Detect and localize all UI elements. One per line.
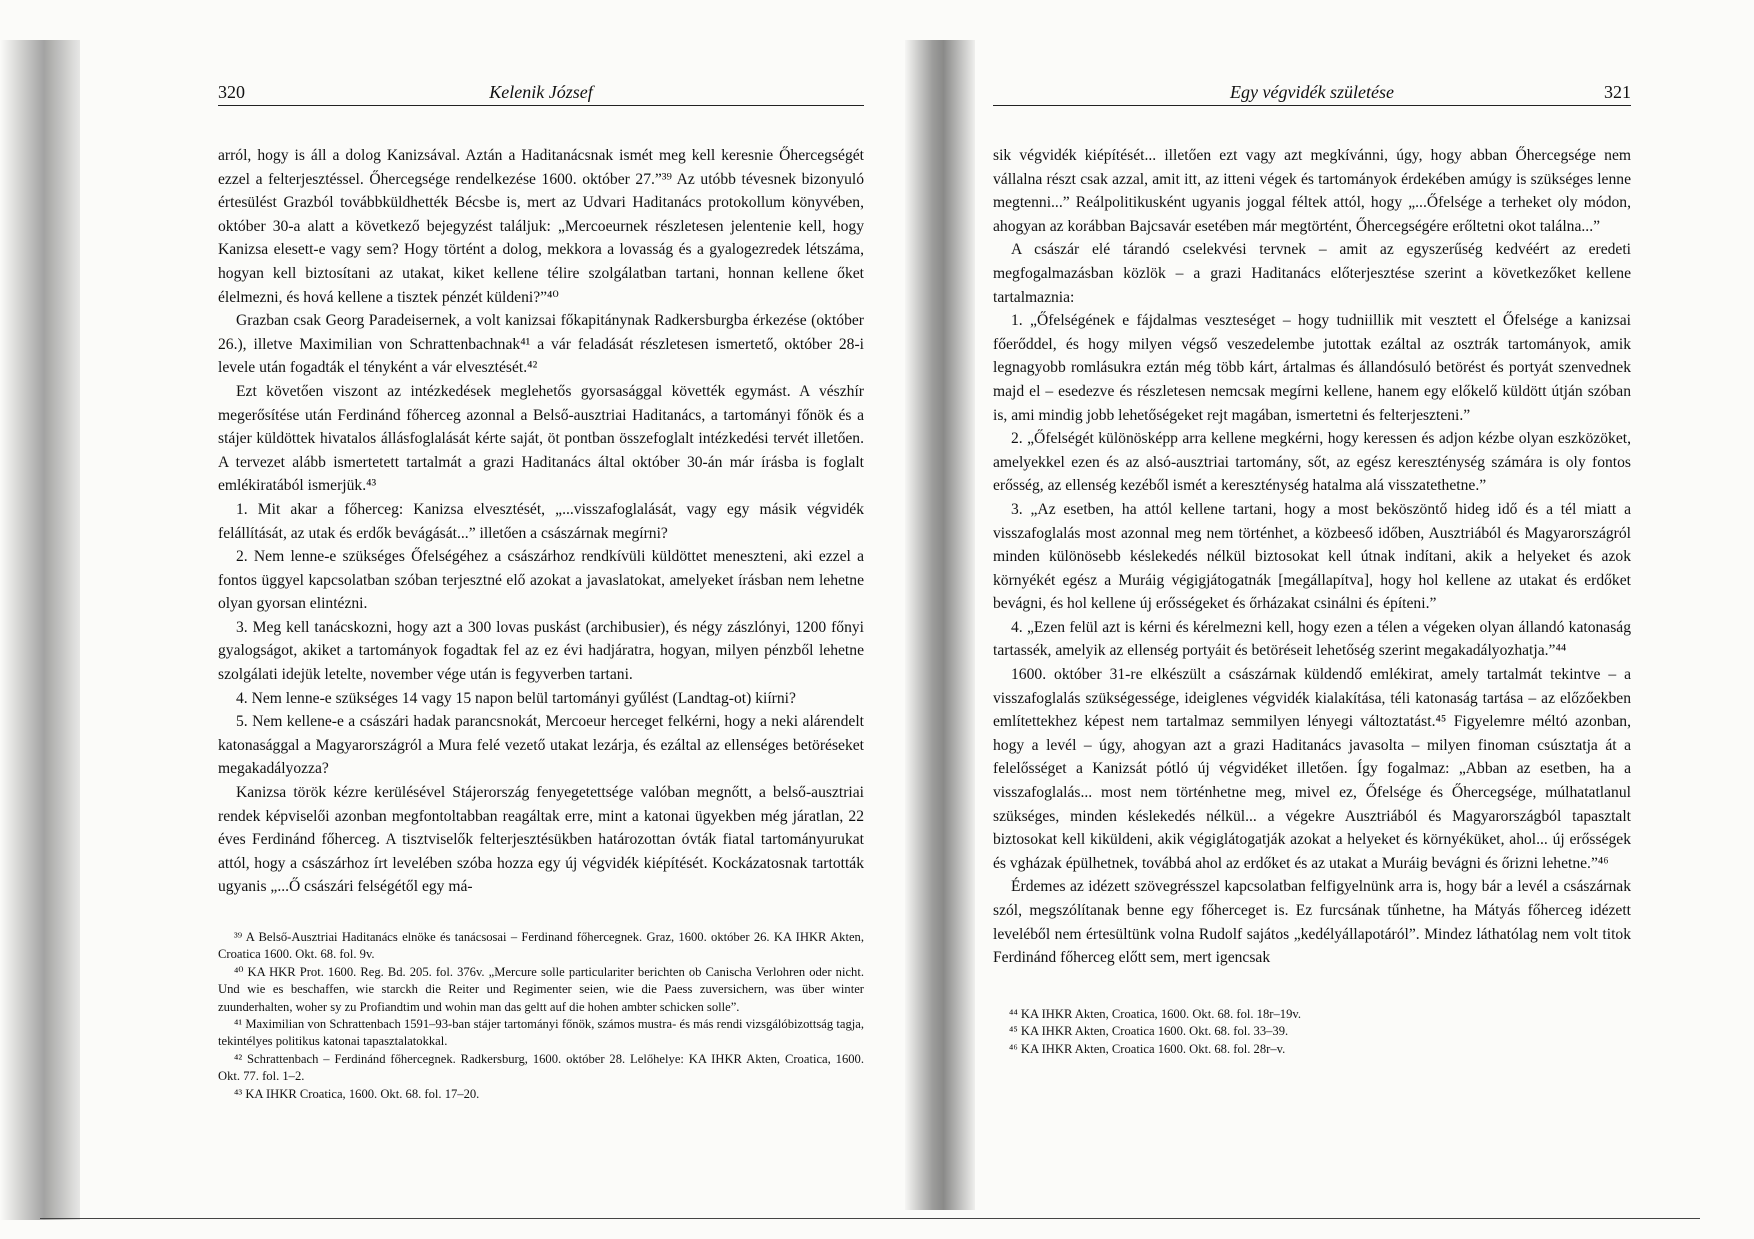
footnote: ⁴³ KA IHKR Croatica, 1600. Okt. 68. fol. 17–20. [234,1086,480,1101]
footnote: ⁴⁶ KA IHKR Akten, Croatica 1600. Okt. 68. fol. 28r–v. [1009,1041,1286,1056]
paragraph: Kanizsa török kézre kerülésével Stájerország fenyegetettsége valóban megnőtt, a belső-ausztriai rendek képviselői azonban megfontoltabban reagáltak erre, mint a katonai ügyekben még járatlan, 22 éves Ferdinánd főherceg. A tisztviselők felterjesztésükben határozottan óvták fiatal tartományurukat attól, hogy a császárhoz írt levelében szóba hozza egy új végvidék kiépítését. Kockázatosnak tartották ugyanis „...Ő császári felségétől egy má- [218,784,864,896]
list-item: 4. „Ezen felül azt is kérni és kérelmezni kell, hogy ezen a télen a végeken olyan állandó katonaság tartassék, amelyik az ellenség portyáit és betöréseit lehetőség szerint megakadályozhatja.”⁴⁴ [993,618,1631,660]
footnote: ⁴⁵ KA IHKR Akten, Croatica 1600. Okt. 68. fol. 33–39. [1009,1024,1289,1039]
running-head [218,80,864,106]
body-text [218,144,864,899]
paragraph: A császár elé tárandó cselekvési tervnek – amit az egyszerűség kedvéért az eredeti megfogalmazásban közlök – a grazi Haditanács előterjesztése szerint a következőket kellene tartalmaznia: [993,241,1631,306]
scan-bottom-edge [40,1218,1700,1219]
paragraph: Grazban csak Georg Paradeisernek, a volt kanizsai főkapitánynak Radkersburgba érkezése (október 26.), illetve Maximilian von Schrattenbachnak⁴¹ a vár feladását részletesen ismertető, október 28-i levele után fogadták el tényként a vár elvesztését.⁴² [218,312,864,377]
list-item: 2. Nem lenne-e szükséges Őfelségéhez a császárhoz rendkívüli küldöttet meneszteni, aki ezzel a fontos üggyel kapcsolatban szóban terjesztné elő azokat a javaslatokat, amelyeket írásban nem lehetne olyan gyorsan elintézni. [218,548,864,613]
footnote: ⁴¹ Maximilian von Schrattenbach 1591–93-ban stájer tartományi főnök, számos mustra- és más rendi vizsgálóbizottság tagja, tekintélyes politikus katonai tapasztalatokkal. [218,1017,864,1049]
footnote: ⁴⁰ KA HKR Prot. 1600. Reg. Bd. 205. fol. 376v. „Mercure solle particulariter berichten ob Canischa Verlohren oder nicht. Und wie es beschaffen, wie starckh die Reiter und Regimenter seien, wie die Paess zuversichern, was über winter zuunderhalten, woher sy zu Profiandtim und wohin man das geltt auf die hohen ambter schicken solle”. [218,964,864,1014]
list-item: 1. Mit akar a főherceg: Kanizsa elvesztését, „...visszafoglalását, vagy egy másik végvidék felállítását, az utak és erdők bevágását...” illetően a császárnak megírni? [218,500,864,542]
book-gutter [905,40,975,1210]
running-head [993,80,1631,106]
page-number: 321 [1604,82,1631,102]
paragraph: Érdemes az idézett szövegrésszel kapcsolatban felfigyelnünk arra is, hogy bár a levél a császárnak szól, megszólítanak benne egy főherceget is. Ez furcsának tűnhetne, ha Mátyás főherceg idézett leveléből nem értesültünk volna Rudolf sajátos „kedélyállapotáról”. Mindez láthatólag nem volt titok Ferdinánd főherceg előtt sem, mert igencsak [993,878,1631,967]
footnotes [993,1006,1631,1058]
scan-edge-shadow [0,40,80,1220]
list-item: 2. „Őfelségét különösképp arra kellene megkérni, hogy keressen és adjon kézbe olyan eszközöket, amelyekkel ezen és az alsó-ausztriai tartomány, sőt, az egész kereszténység számára is oly fontos erősség, az ellenség kezéből ismét a kereszténység hatalma alá visszatethetne.” [993,430,1631,495]
paragraph: Ezt követően viszont az intézkedések meglehetős gyorsasággal követték egymást. A vészhír megerősítése után Ferdinánd főherceg azonnal a Belső-ausztriai Haditanács, a tartományi főnök és a stájer küldöttek hivatalos állásfoglalását kérte saját, öt pontban összefoglalt intézkedési tervét illetően. A tervezet alább ismertetett tartalmát a grazi Haditanács által október 30-án már írásba is foglalt emlékiratából ismerjük.⁴³ [218,382,864,495]
list-item: 1. „Őfelségének e fájdalmas veszteséget – hogy tudniillik mit vesztett el Őfelsége a kanizsai főerőddel, és hogy milyen végső veszedelembe jutottak ezáltal az osztrák tartományok, amik legnagyobb romlásukra eztán még több kárt, ártalmas és állandósuló betörést és portyát szenvednek majd el – esedezve és részletesen nemcsak megírni kellene, hanem egy előkelő küldött útján szóban is, ami mindig jobb lehetőségeket rejt magában, ismertetni és felterjeszteni.” [993,312,1631,424]
paragraph: 1600. október 31-re elkészült a császárnak küldendő emlékirat, amely tartalmát tekintve – a visszafoglalás szükségessége, ideiglenes végvidék kialakítása, téli katonaság tartása – az előzőekben említettekhez képest nem tartalmaz semmilyen lényegi változtatást.⁴⁵ Figyelemre méltó azonban, hogy a levél – úgy, ahogyan azt a grazi Haditanács javasolta – milyen finoman csúsztatja át a felelősséget a Kanizsát pótló új végvidéket illetően. Így fogalmaz: „Abban az esetben, ha a visszafoglalás... most nem történhetne meg, mivel ez, Őfelsége és Őhercegsége, múlhatatlanul szükséges, minden késlekedés nélkül... a végekre Ausztriából és Magyarországból tapasztalt biztosokat kell kiküldeni, akik végiglátogatják azokat a helyeket és környéküket, ahol... új erősségek és vgházak épülhetnek, továbbá ahol az erdőket és az utakat a Muráig bevágni és őrizni lehetne.”⁴⁶ [993,666,1631,872]
list-item: 3. „Az esetben, ha attól kellene tartani, hogy a most beköszöntő hideg idő és a tél miatt a visszafoglalás most azonnal meg nem történhet, a közbeeső időben, Ausztriából és Magyarországról minden különösebb késlekedés nélkül biztosokat kell útnak indítani, akik a helyeket és azok környékét egész a Muráig végigjátogatnák [megállapítva], hogy hol kellene az utakat és erdőket bevágni, és hol kellene új erősségeket és őrházakat csinálni és építeni.” [993,500,1631,613]
list-item: 4. Nem lenne-e szükséges 14 vagy 15 napon belül tartományi gyűlést (Landtag-ot) kiírni? [236,689,796,707]
left-page [218,80,864,1103]
paragraph: arról, hogy is áll a dolog Kanizsával. Aztán a Haditanácsnak ismét meg kell keresnie Őhercegségét ezzel a felterjesztéssel. Őhercegsége rendelkezése 1600. október 27.”³⁹ Az utóbb tévesnek bizonyuló értesülést Grazból továbbküldhették Bécsbe is, mert az Udvari Haditanács protokollum könyvében, október 30-a alatt a következő bejegyzést találjuk: „Mercoeurnek részletesen jelentenie kell, hogy Kanizsa elesett-e vagy sem? Hogy történt a dolog, mekkora a lovasság és a gyalogezredek létszáma, hogyan kell biztosítani az utakat, kiket kellene télire szolgálatban tartani, honnan kellene őket élelmezni, és hová kellene a tisztek pénzét küldeni?”⁴⁰ [218,147,864,306]
page-number: 320 [218,82,245,102]
running-title: Egy végvidék születése [1230,82,1394,102]
footnote: ³⁹ A Belső-Ausztriai Haditanács elnöke és tanácsosai – Ferdinand főhercegnek. Graz, 1600. október 26. KA IHKR Akten, Croatica 1600. Okt. 68. fol. 9v. [218,930,864,962]
footnote: ⁴² Schrattenbach – Ferdinánd főhercegnek. Radkersburg, 1600. október 28. Lelőhelye: KA IHKR Akten, Croatica, 1600. Okt. 77. fol. 1–2. [218,1051,864,1084]
running-title: Kelenik József [489,82,593,102]
paragraph: sik végvidék kiépítését... illetően ezt vagy azt megkívánni, úgy, hogy abban Őhercegsége nem vállalna részt csak azzal, amit itt, az itteni végek és tartományok érdekében amúgy is szükséges lenne megtenni...” Reálpolitikusként ugyanis joggal féltek attól, hogy „...Őfelsége a terheket oly módon, ahogyan az korábban Bajcsavár esetében már megtörtént, Őhercegségére erőltetni okot találna...” [993,147,1631,235]
right-page [993,80,1631,1058]
body-text [993,144,1631,970]
list-item: 3. Meg kell tanácskozni, hogy azt a 300 lovas puskást (archibusier), és négy zászlónyi, 1200 főnyi gyalogságot, akiket a tartományok fogadtak fel az ez évi hadjáratra, hogyan, milyen pénzből lehetne szolgálati idejük letelte, november vége után is fegyverben tartani. [218,618,864,684]
footnotes [218,929,864,1103]
footnote: ⁴⁴ KA IHKR Akten, Croatica, 1600. Okt. 68. fol. 18r–19v. [1009,1006,1301,1021]
list-item: 5. Nem kellene-e a császári hadak parancsnokát, Mercoeur herceget felkérni, hogy a neki alárendelt katonasággal a Magyarországról a Mura felé vezető utakat lezárja, és ezáltal az ellenséges betöréseket megakadályozza? [218,713,864,778]
